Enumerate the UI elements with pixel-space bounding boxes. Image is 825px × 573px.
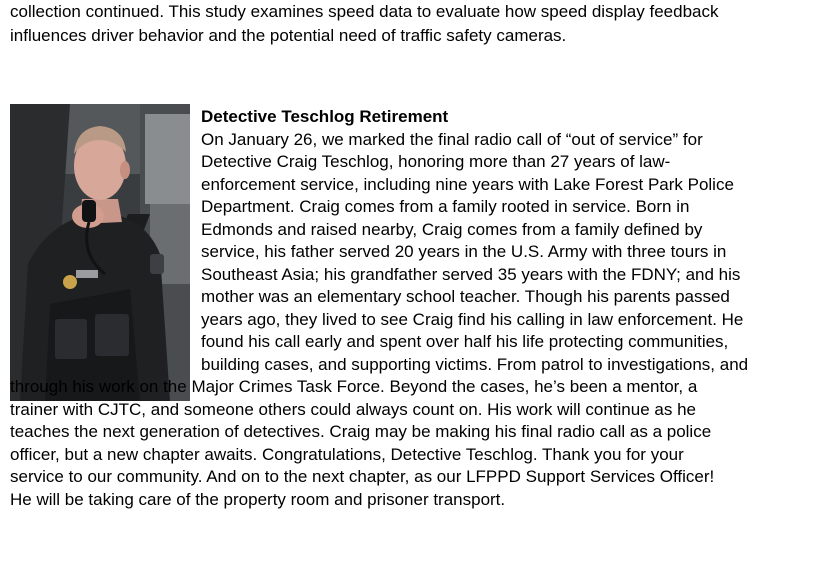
text-line: service, his father served 20 years in the U.S. Army with three tours in: [201, 242, 727, 261]
text-line: enforcement service, including nine years with Lake Forest Park Police: [201, 174, 734, 194]
text-line: He will be taking care of the property room and prisoner transport.: [10, 489, 506, 509]
text-line: Detective Craig Teschlog, honoring more than 27 years of law-: [201, 152, 671, 171]
text-line: years ago, they lived to see Craig find his calling in law enforcement. He: [201, 309, 744, 329]
text-line: Southeast Asia; his grandfather served 35 years with the FDNY; and his: [201, 264, 741, 284]
text-line: Edmonds and raised nearby, Craig comes from a family defined by: [201, 219, 703, 239]
text-line: On January 26, we marked the final radio call of “out of service” for: [201, 129, 703, 149]
text-line: through his work on the Major Crimes Task Force. Beyond the cases, he’s been a mentor, a: [10, 377, 698, 396]
text-line: influences driver behavior and the potential need of traffic safety cameras.: [10, 26, 567, 45]
text-line: teaches the next generation of detectives. Craig may be making his final radio call as a police: [10, 422, 712, 441]
text-line: building cases, and supporting victims. From patrol to investigations, and: [201, 354, 749, 374]
text-line: found his call early and spent over half his life protecting communities,: [201, 332, 729, 351]
text-line: Department. Craig comes from a family rooted in service. Born in: [201, 197, 690, 216]
text-line: officer, but a new chapter awaits. Congratulations, Detective Teschlog. Thank you for your: [10, 444, 684, 464]
retirement-article: [0, 106, 825, 511]
article-heading: Detective Teschlog Retirement: [201, 107, 449, 126]
text-line: trainer with CJTC, and someone others could always count on. His work will continue as he: [10, 399, 696, 419]
text-line: service to our community. And on to the next chapter, as our LFPPD Support Services Officer!: [10, 467, 715, 486]
text-line: mother was an elementary school teacher. Though his parents passed: [201, 287, 730, 306]
text-line: collection continued. This study examines speed data to evaluate how speed display feedback: [10, 2, 719, 21]
intro-paragraph: [10, 0, 820, 48]
